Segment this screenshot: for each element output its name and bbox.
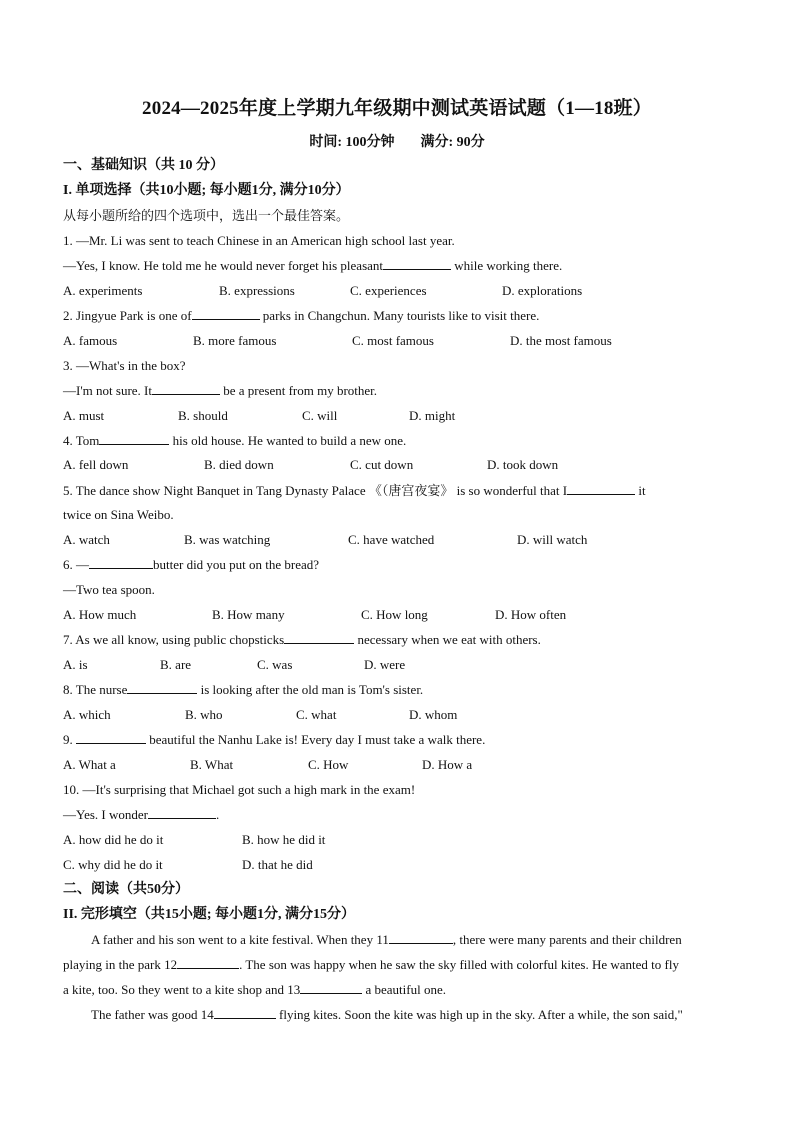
q9-line-1: 9. beautiful the Nanhu Lake is! Every day I must take a walk there. — [63, 732, 486, 747]
q10-option-b: B. how he did it — [242, 832, 326, 847]
answer-blank — [177, 956, 239, 969]
passage-line-2: playing in the park 12 . The son was happy when he saw the sky filled with colorful kites. He wanted to fly — [63, 957, 679, 972]
answer-blank — [389, 931, 453, 944]
q7-option-b: B. are — [160, 657, 192, 672]
q5-option-d: D. will watch — [517, 532, 588, 547]
q4-option-d: D. took down — [487, 457, 559, 472]
q5-option-b: B. was watching — [184, 532, 271, 547]
q6-option-a: A. How much — [63, 607, 137, 622]
q3-line-2: —I'm not sure. It be a present from my brother. — [63, 383, 378, 398]
q8-option-a: A. which — [63, 707, 111, 722]
q5-option-c: C. have watched — [348, 532, 435, 547]
q6-line-1: 6. — butter did you put on the bread? — [63, 557, 320, 572]
answer-blank — [127, 681, 197, 694]
answer-blank — [383, 257, 451, 270]
q6-option-d: D. How often — [495, 607, 567, 622]
q2-option-b: B. more famous — [193, 333, 277, 348]
answer-blank — [148, 806, 216, 819]
answer-blank — [152, 382, 220, 395]
q1-line-1: 1. —Mr. Li was sent to teach Chinese in an American high school last year. — [63, 233, 455, 248]
q5-option-a: A. watch — [63, 532, 110, 547]
q2-line-1: 2. Jingyue Park is one of parks in Changchun. Many tourists like to visit there. — [63, 308, 540, 323]
q4-line-1: 4. Tom his old house. He wanted to build a new one. — [63, 433, 407, 448]
answer-blank — [300, 981, 362, 994]
q1-option-d: D. explorations — [502, 283, 583, 298]
section-1-heading: 一、基础知识（共 10 分） — [63, 158, 224, 173]
q3-option-a: A. must — [63, 408, 105, 423]
q9-option-c: C. How — [308, 757, 349, 772]
q10-option-d: D. that he did — [242, 857, 313, 872]
q6-line-2: —Two tea spoon. — [63, 582, 155, 597]
q1-option-c: C. experiences — [350, 283, 427, 298]
q8-option-b: B. who — [185, 707, 223, 722]
q9-option-d: D. How a — [422, 757, 473, 772]
q9-option-a: A. What a — [63, 757, 116, 772]
q10-line-2: —Yes. I wonder . — [63, 807, 220, 822]
passage-line-1: A father and his son went to a kite festival. When they 11 , there were many parents and their children — [91, 932, 682, 947]
q8-line-1: 8. The nurse is looking after the old man is Tom's sister. — [63, 682, 424, 697]
q6-option-c: C. How long — [361, 607, 428, 622]
section-2-heading: 二、阅读（共50分） — [63, 882, 189, 897]
q7-option-c: C. was — [257, 657, 293, 672]
q3-option-c: C. will — [302, 408, 338, 423]
q10-option-a: A. how did he do it — [63, 832, 164, 847]
q2-option-d: D. the most famous — [510, 333, 612, 348]
passage-line-4: The father was good 14 flying kites. Soon the kite was high up in the sky. After a while, the son said," — [91, 1007, 683, 1022]
q1-option-b: B. expressions — [219, 283, 295, 298]
answer-blank — [284, 631, 354, 644]
q3-line-1: 3. —What's in the box? — [63, 358, 186, 373]
q3-option-d: D. might — [409, 408, 456, 423]
part-2-heading: II. 完形填空（共15小题; 每小题1分, 满分15分） — [63, 907, 356, 922]
q10-line-1: 10. —It's surprising that Michael got such a high mark in the exam! — [63, 782, 416, 797]
q4-option-b: B. died down — [204, 457, 274, 472]
q4-option-a: A. fell down — [63, 457, 129, 472]
q9-option-b: B. What — [190, 757, 234, 772]
part-1-heading: I. 单项选择（共10小题; 每小题1分, 满分10分） — [63, 183, 350, 198]
q4-option-c: C. cut down — [350, 457, 414, 472]
q5-line-1: 5. The dance show Night Banquet in Tang Dynasty Palace 《（唐宫夜宴》 is so wonderful that I it — [63, 483, 646, 498]
q8-option-d: D. whom — [409, 707, 458, 722]
q2-option-a: A. famous — [63, 333, 118, 348]
answer-blank — [89, 556, 153, 569]
answer-blank — [99, 432, 169, 445]
answer-blank — [76, 731, 146, 744]
answer-blank — [214, 1006, 276, 1019]
q6-option-b: B. How many — [212, 607, 285, 622]
q10-option-c: C. why did he do it — [63, 857, 163, 872]
q7-option-a: A. is — [63, 657, 88, 672]
q8-option-c: C. what — [296, 707, 337, 722]
answer-blank — [192, 307, 260, 320]
q3-option-b: B. should — [178, 408, 228, 423]
q7-line-1: 7. As we all know, using public chopsticks necessary when we eat with others. — [63, 632, 541, 647]
time-limit: 时间: 100分钟 — [309, 135, 395, 150]
q1-line-2: —Yes, I know. He told me he would never forget his pleasant while working there. — [63, 258, 563, 273]
q1-option-a: A. experiments — [63, 283, 143, 298]
q7-option-d: D. were — [364, 657, 406, 672]
exam-subtitle — [0, 131, 794, 151]
q5-line-2: twice on Sina Weibo. — [63, 507, 174, 522]
exam-title: 2024—2025年度上学期九年级期中测试英语试题（1—18班） — [142, 98, 652, 119]
instruction: 从每小题所给的四个选项中，选出一个最佳答案。 — [63, 208, 350, 223]
full-score: 满分: 90分 — [420, 135, 485, 150]
q2-option-c: C. most famous — [352, 333, 434, 348]
answer-blank — [567, 482, 635, 495]
passage-line-3: a kite, too. So they went to a kite shop and 13 a beautiful one. — [63, 982, 446, 997]
